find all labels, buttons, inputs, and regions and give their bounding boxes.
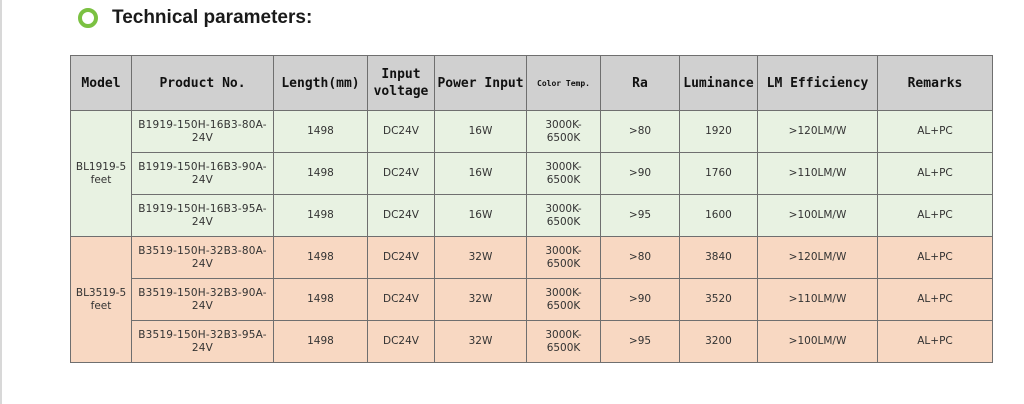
remarks-cell: AL+PC bbox=[878, 111, 993, 153]
product-no-cell: B3519-150H-32B3-80A-24V bbox=[132, 237, 274, 279]
header-model: Model bbox=[71, 56, 132, 111]
table-header-row bbox=[71, 56, 993, 111]
length-cell: 1498 bbox=[274, 111, 368, 153]
luminance-cell: 3520 bbox=[680, 279, 758, 321]
remarks-cell: AL+PC bbox=[878, 153, 993, 195]
table-row bbox=[71, 321, 993, 363]
length-cell: 1498 bbox=[274, 321, 368, 363]
model-cell: BL3519-5 feet bbox=[71, 237, 132, 363]
voltage-cell: DC24V bbox=[368, 321, 435, 363]
section-title: Technical parameters: bbox=[112, 7, 313, 28]
efficiency-cell: >120LM/W bbox=[758, 237, 878, 279]
length-cell: 1498 bbox=[274, 153, 368, 195]
table-row bbox=[71, 195, 993, 237]
circle-bullet-icon bbox=[78, 8, 98, 28]
voltage-cell: DC24V bbox=[368, 195, 435, 237]
color-temp-cell: 3000K-6500K bbox=[527, 153, 601, 195]
color-temp-cell: 3000K-6500K bbox=[527, 195, 601, 237]
voltage-cell: DC24V bbox=[368, 279, 435, 321]
header-remarks: Remarks bbox=[878, 56, 993, 111]
length-cell: 1498 bbox=[274, 237, 368, 279]
remarks-cell: AL+PC bbox=[878, 279, 993, 321]
remarks-cell: AL+PC bbox=[878, 195, 993, 237]
header-product-no: Product No. bbox=[132, 56, 274, 111]
voltage-cell: DC24V bbox=[368, 237, 435, 279]
voltage-cell: DC24V bbox=[368, 153, 435, 195]
power-cell: 32W bbox=[435, 321, 527, 363]
header-luminance: Luminance bbox=[680, 56, 758, 111]
efficiency-cell: >110LM/W bbox=[758, 153, 878, 195]
ra-cell: >90 bbox=[601, 153, 680, 195]
luminance-cell: 3840 bbox=[680, 237, 758, 279]
table-row bbox=[71, 279, 993, 321]
page-left-border bbox=[0, 0, 2, 404]
table-row bbox=[71, 237, 993, 279]
section-heading bbox=[78, 4, 312, 32]
ra-cell: >80 bbox=[601, 237, 680, 279]
header-power-input: Power Input bbox=[435, 56, 527, 111]
header-length: Length(mm) bbox=[274, 56, 368, 111]
length-cell: 1498 bbox=[274, 195, 368, 237]
power-cell: 16W bbox=[435, 153, 527, 195]
color-temp-cell: 3000K-6500K bbox=[527, 279, 601, 321]
color-temp-cell: 3000K-6500K bbox=[527, 111, 601, 153]
product-no-cell: B3519-150H-32B3-95A-24V bbox=[132, 321, 274, 363]
ra-cell: >95 bbox=[601, 321, 680, 363]
luminance-cell: 3200 bbox=[680, 321, 758, 363]
efficiency-cell: >120LM/W bbox=[758, 111, 878, 153]
ra-cell: >95 bbox=[601, 195, 680, 237]
voltage-cell: DC24V bbox=[368, 111, 435, 153]
length-cell: 1498 bbox=[274, 279, 368, 321]
table-row bbox=[71, 153, 993, 195]
luminance-cell: 1760 bbox=[680, 153, 758, 195]
power-cell: 16W bbox=[435, 195, 527, 237]
remarks-cell: AL+PC bbox=[878, 237, 993, 279]
technical-parameters-table bbox=[70, 55, 993, 363]
luminance-cell: 1920 bbox=[680, 111, 758, 153]
luminance-cell: 1600 bbox=[680, 195, 758, 237]
product-no-cell: B1919-150H-16B3-90A-24V bbox=[132, 153, 274, 195]
header-input-voltage: Input voltage bbox=[368, 56, 435, 111]
ra-cell: >80 bbox=[601, 111, 680, 153]
table-row bbox=[71, 111, 993, 153]
model-cell: BL1919-5 feet bbox=[71, 111, 132, 237]
ra-cell: >90 bbox=[601, 279, 680, 321]
efficiency-cell: >110LM/W bbox=[758, 279, 878, 321]
color-temp-cell: 3000K-6500K bbox=[527, 321, 601, 363]
product-no-cell: B3519-150H-32B3-90A-24V bbox=[132, 279, 274, 321]
product-no-cell: B1919-150H-16B3-80A-24V bbox=[132, 111, 274, 153]
power-cell: 32W bbox=[435, 237, 527, 279]
color-temp-cell: 3000K-6500K bbox=[527, 237, 601, 279]
power-cell: 16W bbox=[435, 111, 527, 153]
remarks-cell: AL+PC bbox=[878, 321, 993, 363]
power-cell: 32W bbox=[435, 279, 527, 321]
efficiency-cell: >100LM/W bbox=[758, 195, 878, 237]
header-color-temp: Color Temp. bbox=[527, 56, 601, 111]
header-lm-efficiency: LM Efficiency bbox=[758, 56, 878, 111]
header-ra: Ra bbox=[601, 56, 680, 111]
product-no-cell: B1919-150H-16B3-95A-24V bbox=[132, 195, 274, 237]
efficiency-cell: >100LM/W bbox=[758, 321, 878, 363]
